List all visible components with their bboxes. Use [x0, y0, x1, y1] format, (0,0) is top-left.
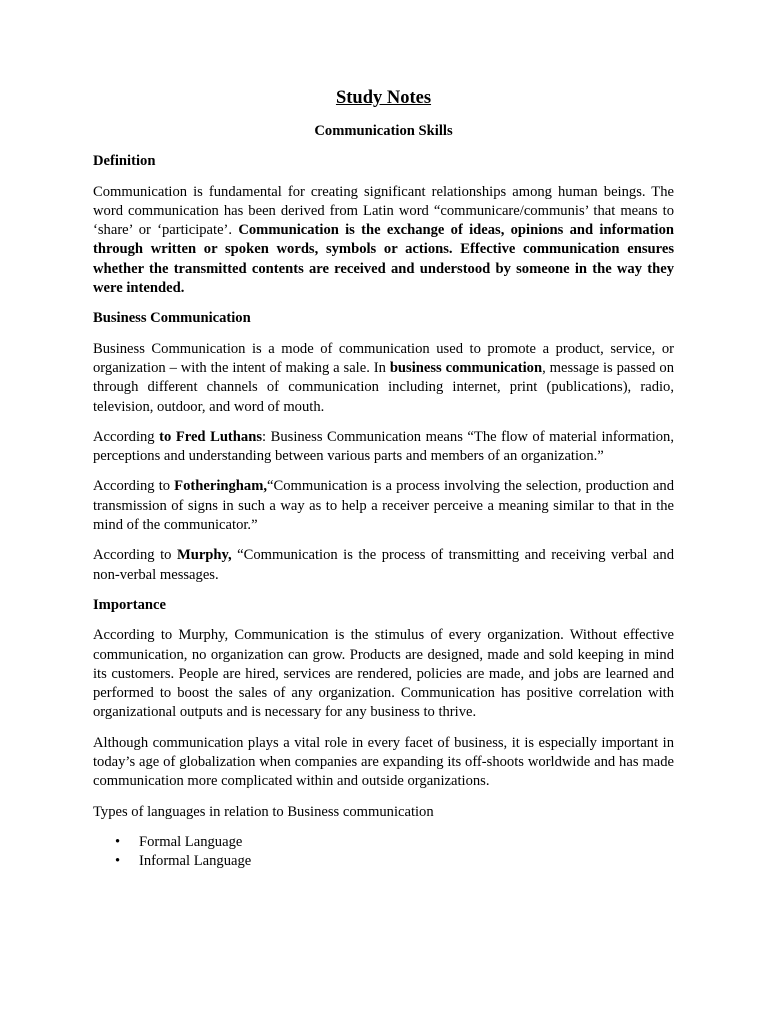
paragraph-business-murphy: [93, 546, 674, 585]
definition-text-bold: Communication is the exchange of ideas, opinions and information through written or spoken words, symbols or actions. Effective communication ensures whether the transmitted contents are received and understood by someone in the way they were intended.: [93, 222, 674, 297]
paragraph-business-1: [93, 340, 674, 417]
business-p3-text-b: “Communication is a process involving the selection, production and transmission of signs in such a way as to help a receiver perceive a meaning similar to that in the mind of the communicator.”: [93, 478, 674, 534]
definition-text-plain: Communication is fundamental for creating significant relationships among human beings. The word communication has been derived from Latin word “communicare/communis’ that means to ‘share’ or ‘participate’.: [93, 183, 674, 239]
business-p3-bold: Fotheringham,: [174, 478, 268, 495]
bullet-icon: •: [115, 853, 121, 870]
business-p2-bold: to Fred Luthans: [159, 428, 263, 445]
heading-business-communication: Business Communication: [93, 310, 251, 327]
bullet-icon: •: [115, 833, 121, 850]
paragraph-business-luthans: [93, 428, 674, 467]
paragraph-business-fotheringham: [93, 477, 674, 535]
list-item: [113, 852, 674, 871]
language-types-list: [93, 833, 674, 872]
business-p2-text-a: According: [93, 428, 160, 445]
business-p4-text-b: “Communication is the process of transmitting and receiving verbal and non-verbal messages.: [93, 547, 675, 583]
paragraph-importance-1: According to Murphy, Communication is the stimulus of every organization. Without effective communication, no organization can grow. Products are designed, made and sold keeping in mind its customers. People are hired, services are rendered, policies are made, and jobs are learned and performed to boost the sales of any organization. Communication has positive correlation with organizational outputs and is necessary for any business to thrive.: [93, 627, 674, 721]
business-p3-text-a: According to: [93, 478, 175, 495]
paragraph-definition: [93, 183, 674, 299]
heading-definition: Definition: [93, 153, 156, 170]
business-p2-text-b: : Business Communication means “The flow of material information, perceptions and understanding between various parts and members of an organization.”: [93, 428, 674, 465]
list-item: [113, 833, 674, 852]
document-title: Study Notes: [335, 88, 432, 108]
business-p4-text-a: According to: [93, 547, 177, 564]
list-item-label: Formal Language: [139, 833, 243, 850]
business-p4-bold: Murphy,: [176, 547, 232, 564]
business-p1-text-a: Business Communication is a mode of communication used to promote a product, service, or organization – with the intent of making a sale. In: [93, 340, 674, 376]
business-p1-bold: business communication: [389, 359, 543, 376]
document-subtitle: Communication Skills: [314, 123, 453, 139]
heading-importance: Importance: [93, 596, 166, 613]
document-page: [93, 86, 674, 872]
paragraph-importance-2: Although communication plays a vital role in every facet of business, it is especially important in today’s age of globalization when companies are expanding its off-shoots worldwide and has made communication more complicated within and outside organizations.: [93, 734, 674, 790]
paragraph-language-types: Types of languages in relation to Business communication: [93, 803, 434, 820]
business-p1-text-b: , message is passed on through different channels of communication including internet, print (publications), radio, television, outdoor, and word of mouth.: [93, 359, 675, 415]
list-item-label: Informal Language: [139, 853, 252, 870]
